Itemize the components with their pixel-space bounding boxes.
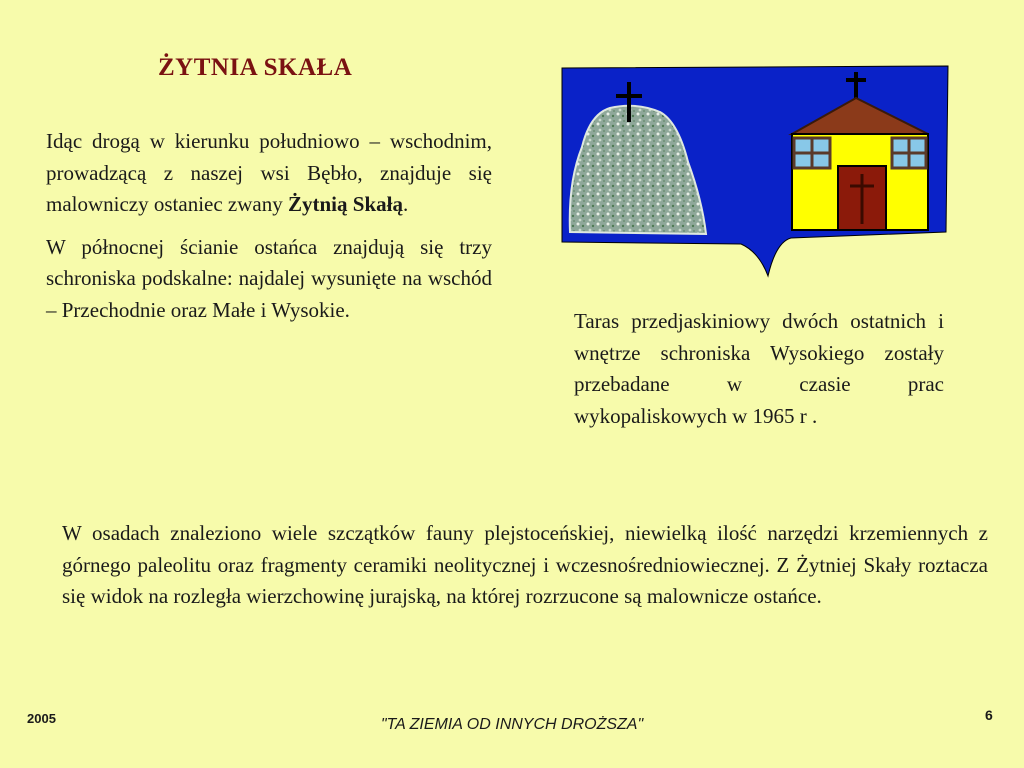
left-text-block (46, 126, 492, 337)
paragraph-shelters: W północnej ścianie ostańca znajdują się trzy schroniska podskalne: najdalej wysunięte na wschód – Przechodnie oraz Małe i Wysokie. (46, 234, 492, 322)
paragraph-intro (46, 126, 492, 221)
paragraph-intro-text: Idąc drogą w kierunku południowo – wschodnim, prowadzącą z naszej wsi Bębło, znajduje się malowniczy ostaniec zwany (46, 129, 492, 216)
slide-title: ŻYTNIA SKAŁA (158, 54, 353, 81)
rock-name-bold: Żytnią Skałą (288, 192, 403, 216)
paragraph-intro-end: . (402, 192, 409, 216)
illustration-caption: Taras przedjaskiniowy dwóch ostatnich i wnętrze schroniska Wysokiego zostały przebadane w czasie prac wykopaliskowych w 1965 r . (574, 309, 944, 428)
footer-year: 2005 (27, 711, 56, 726)
rock-and-church-illustration (556, 62, 952, 278)
bottom-paragraph: W osadach znaleziono wiele szczątków fauny plejstoceńskiej, niewielką ilość narzędzi krzemiennych z górnego paleolitu oraz fragmenty ceramiki neolitycznej i wczesnośredniowiecznej. Z Żytniej Skały roztacza się widok na rozległa wierzchowinę jurajską, na której rozrzucone są malownicze ostańce. (62, 521, 988, 608)
footer-title: "TA ZIEMIA OD INNYCH DROŻSZA" (380, 716, 644, 733)
page-number: 6 (985, 707, 993, 723)
